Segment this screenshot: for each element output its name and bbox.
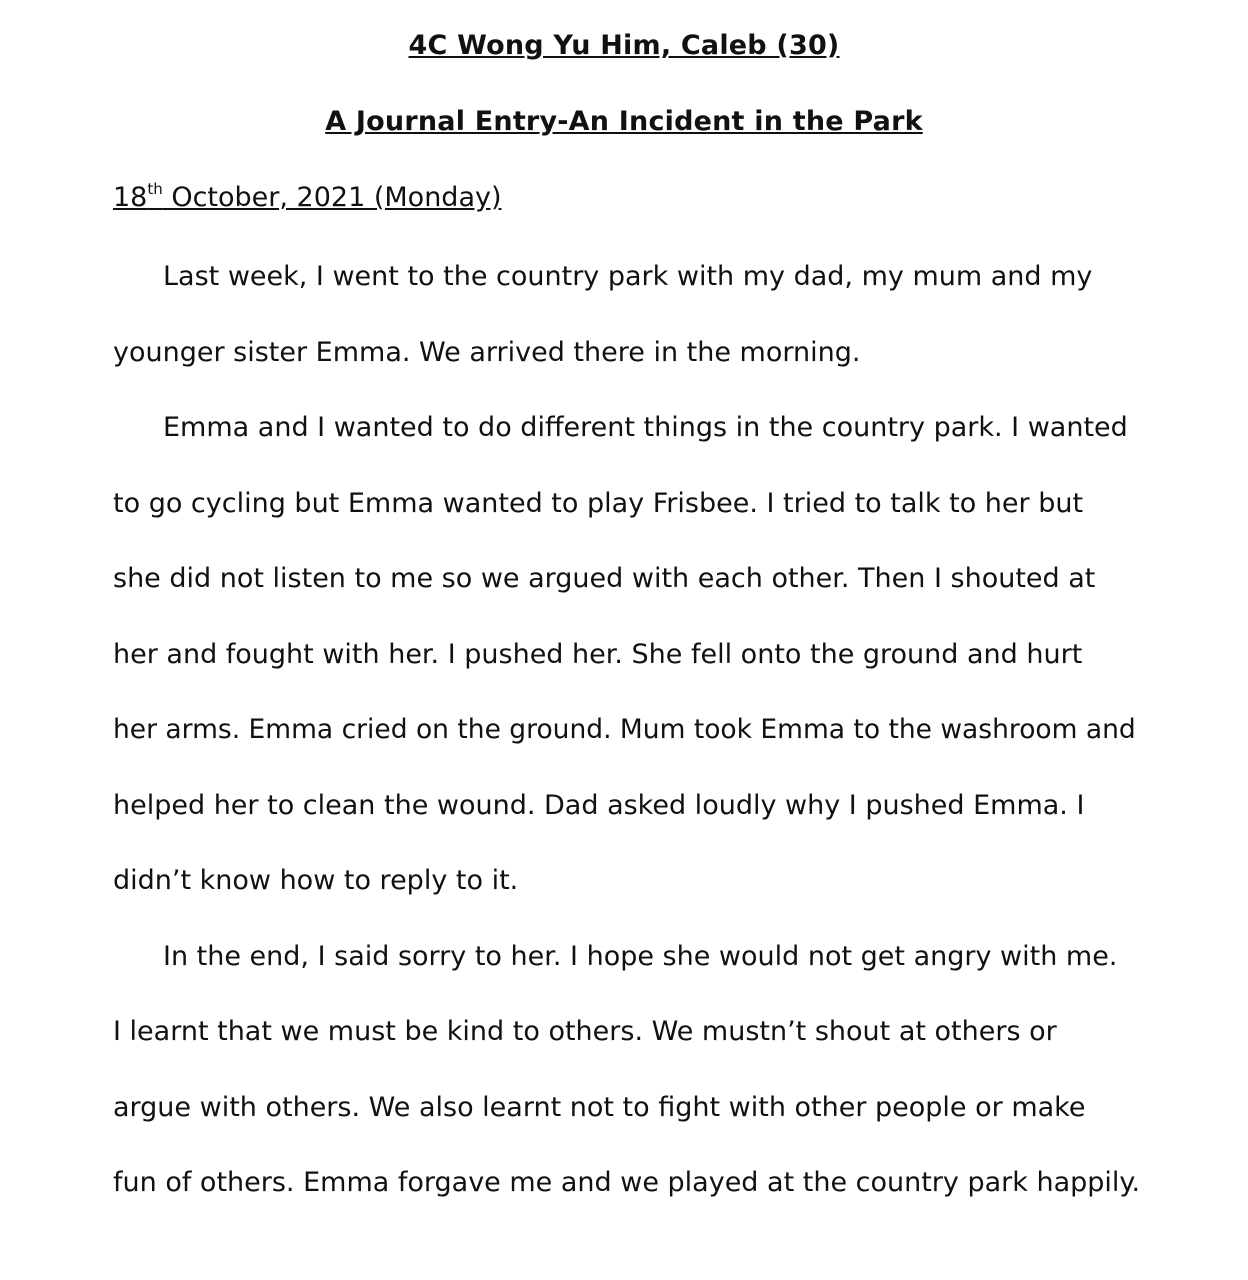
- student-name-heading: 4C Wong Yu Him, Caleb (30): [408, 30, 840, 61]
- paragraph-2-line-5: her arms. Emma cried on the ground. Mum took Emma to the washroom and: [113, 714, 1136, 745]
- paragraph-2-line-3: she did not listen to me so we argued with each other. Then I shouted at: [113, 563, 1096, 594]
- paragraph-1-line-2: younger sister Emma. We arrived there in the morning.: [113, 336, 861, 368]
- paragraph-2-line-7: didn’t know how to reply to it.: [113, 865, 519, 896]
- date-rest: October, 2021 (Monday): [162, 182, 502, 213]
- journal-title: A Journal Entry-An Incident in the Park: [325, 106, 923, 137]
- journal-body: [113, 239, 1143, 1221]
- paragraph-3-line-3: argue with others. We also learnt not to fight with other people or make: [113, 1091, 1086, 1123]
- paragraph-3-line-4: fun of others. Emma forgave me and we played at the country park happily.: [113, 1167, 1141, 1198]
- entry-date: [113, 182, 502, 213]
- paragraph-3-line-2: I learnt that we must be kind to others. We mustn’t shout at others or: [113, 1016, 1057, 1047]
- paragraph-2-line-6: helped her to clean the wound. Dad asked loudly why I pushed Emma. I: [113, 789, 1085, 821]
- paragraph-2-line-1: Emma and I wanted to do different things in the country park. I wanted: [163, 412, 1128, 443]
- paragraph-2-line-4: her and fought with her. I pushed her. She fell onto the ground and hurt: [113, 638, 1083, 670]
- paragraph-3-line-1: In the end, I said sorry to her. I hope she would not get angry with me.: [163, 940, 1118, 972]
- paragraph-2-line-2: to go cycling but Emma wanted to play Frisbee. I tried to talk to her but: [113, 487, 1084, 519]
- date-suffix: th: [147, 180, 163, 198]
- paragraph-2: [113, 390, 1143, 919]
- paragraph-1: [113, 239, 1143, 390]
- paragraph-1-line-1: Last week, I went to the country park with my dad, my mum and my: [163, 261, 1093, 292]
- paragraph-3: [113, 919, 1143, 1221]
- date-day: 18: [113, 182, 148, 213]
